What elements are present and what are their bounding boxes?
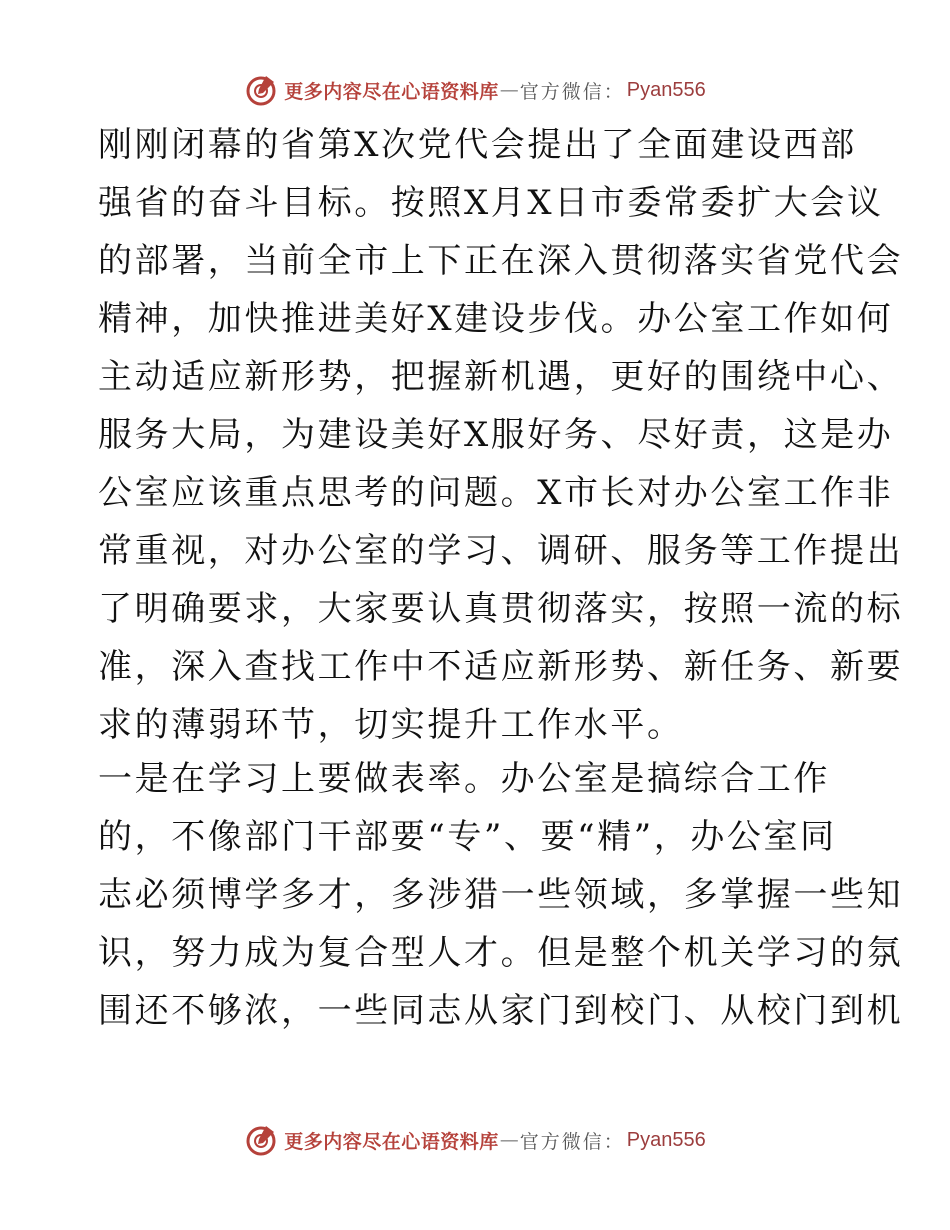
pen-logo-icon bbox=[244, 1123, 278, 1157]
header-banner bbox=[0, 70, 950, 110]
banner-wechat-label: 官方微信： bbox=[519, 80, 625, 103]
text-line: 识，努力成为复合型人才。但是整个机关学习的氛 bbox=[98, 933, 904, 973]
text-line: 主动适应新形势，把握新机遇，更好的围绕中心、 bbox=[98, 357, 904, 397]
banner-dash: — bbox=[499, 1129, 519, 1151]
text-line: 了明确要求，大家要认真贯彻落实，按照一流的标 bbox=[98, 589, 904, 629]
text-line: 求的薄弱环节，切实提升工作水平。 bbox=[98, 705, 684, 745]
text-line: 刚刚闭幕的省第Ⅹ次党代会提出了全面建设西部 bbox=[98, 125, 857, 165]
banner-dash: — bbox=[499, 79, 519, 101]
text-line: 一是在学习上要做表率。办公室是搞综合工作 bbox=[98, 759, 830, 799]
pen-logo-icon bbox=[244, 73, 278, 107]
banner-main-text: 更多内容尽在心语资料库 bbox=[284, 80, 499, 103]
text-line: 准，深入查找工作中不适应新形势、新任务、新要 bbox=[98, 647, 904, 687]
paragraph-1 bbox=[98, 116, 904, 754]
text-line: 的，不像部门干部要“专”、要“精”，办公室同 bbox=[98, 817, 837, 857]
text-line: 志必须博学多才，多涉猎一些领域，多掌握一些知 bbox=[98, 875, 904, 915]
text-line: 常重视，对办公室的学习、调研、服务等工作提出 bbox=[98, 531, 904, 571]
banner-wechat-id: Pyan556 bbox=[626, 1128, 706, 1151]
text-line: 服务大局，为建设美好Ⅹ服好务、尽好责，这是办 bbox=[98, 415, 894, 455]
paragraph-2 bbox=[98, 750, 904, 1040]
footer-banner bbox=[0, 1120, 950, 1160]
banner-wechat-label: 官方微信： bbox=[519, 1130, 625, 1153]
text-line: 强省的奋斗目标。按照Ⅹ月Ⅹ日市委常委扩大会议 bbox=[98, 183, 884, 223]
text-line: 的部署，当前全市上下正在深入贯彻落实省党代会 bbox=[98, 241, 904, 281]
banner-main-text: 更多内容尽在心语资料库 bbox=[284, 1130, 499, 1153]
text-line: 公室应该重点思考的问题。Ⅹ市长对办公室工作非 bbox=[98, 473, 894, 513]
text-line: 围还不够浓，一些同志从家门到校门、从校门到机 bbox=[98, 991, 904, 1031]
banner-wechat-id: Pyan556 bbox=[626, 78, 706, 101]
text-line: 精神，加快推进美好Ⅹ建设步伐。办公室工作如何 bbox=[98, 299, 894, 339]
